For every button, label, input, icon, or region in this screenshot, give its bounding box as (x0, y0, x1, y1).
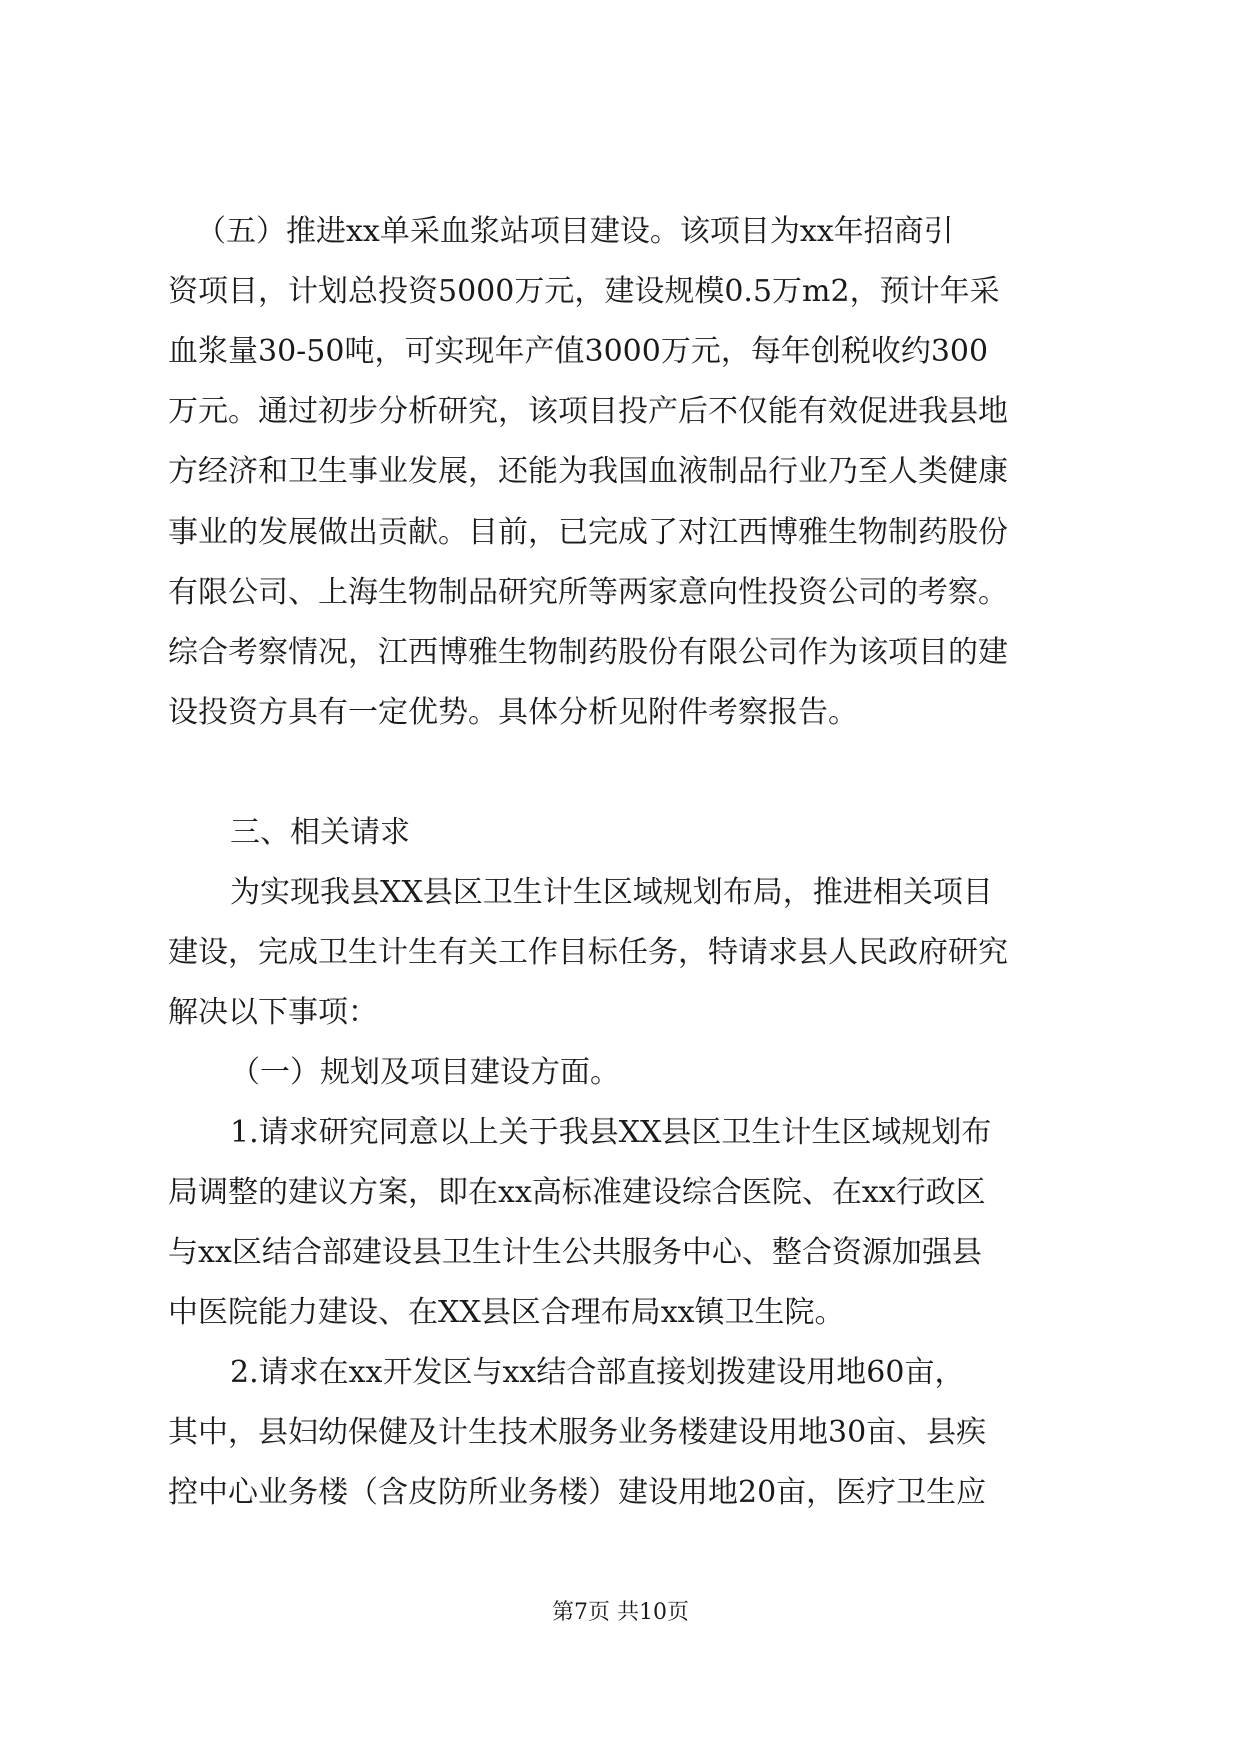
line-text: 资项目，计划总投资5000万元，建设规模0.5万m2，预计年采 (168, 274, 1000, 309)
line-text: 为实现我县XX县区卫生计生区域规划布局，推进相关项目 (230, 875, 993, 910)
paragraph-line (0, 202, 1241, 262)
line-text: 建设，完成卫生计生有关工作目标任务，特请求县人民政府研究 (168, 935, 1008, 970)
line-text: 血浆量30-50吨，可实现年产值3000万元，每年创税收约300 (168, 334, 989, 369)
line-text: 解决以下事项： (168, 995, 378, 1030)
section-heading (0, 803, 1241, 863)
line-text: 万元。通过初步分析研究，该项目投产后不仅能有效促进我县地 (168, 394, 1008, 429)
line-text: （五）推进xx单采血浆站项目建设。该项目为xx年招商引 (196, 214, 954, 249)
line-text: 1.请求研究同意以上关于我县XX县区卫生计生区域规划布 (230, 1115, 992, 1150)
line-text: 其中，县妇幼保健及计生技术服务业务楼建设用地30亩、县疾 (168, 1415, 987, 1450)
line-text: 中医院能力建设、在XX县区合理布局xx镇卫生院。 (168, 1295, 845, 1330)
page-footer: 第7页 共10页 (552, 1600, 689, 1625)
subsection-heading-text: （一）规划及项目建设方面。 (230, 1055, 620, 1090)
paragraph-line (0, 1463, 1241, 1523)
line-text: 有限公司、上海生物制品研究所等两家意向性投资公司的考察。 (168, 575, 1008, 610)
paragraph-line (0, 983, 1241, 1043)
paragraph-line (0, 1283, 1241, 1343)
paragraph-line (0, 1163, 1241, 1223)
line-text: 与xx区结合部建设县卫生计生公共服务中心、整合资源加强县 (168, 1235, 982, 1270)
subsection-heading (0, 1043, 1241, 1103)
line-text: 局调整的建议方案，即在xx高标准建设综合医院、在xx行政区 (168, 1175, 986, 1210)
paragraph-line (0, 623, 1241, 683)
paragraph-line (0, 382, 1241, 442)
line-text: 综合考察情况，江西博雅生物制药股份有限公司作为该项目的建 (168, 635, 1008, 670)
paragraph-line (0, 322, 1241, 382)
paragraph-line (0, 503, 1241, 563)
line-text: 2.请求在xx开发区与xx结合部直接划拨建设用地60亩， (230, 1355, 965, 1390)
paragraph-line (0, 262, 1241, 322)
line-text: 方经济和卫生事业发展，还能为我国血液制品行业乃至人类健康 (168, 454, 1008, 489)
line-text: 事业的发展做出贡献。目前，已完成了对江西博雅生物制药股份 (168, 515, 1008, 550)
paragraph-line (0, 1403, 1241, 1463)
paragraph-line (0, 923, 1241, 983)
paragraph-line (0, 863, 1241, 923)
paragraph-line (0, 1343, 1241, 1403)
line-text: 控中心业务楼（含皮防所业务楼）建设用地20亩，医疗卫生应 (168, 1475, 987, 1510)
paragraph-line (0, 563, 1241, 623)
section-heading-text: 三、相关请求 (230, 815, 410, 850)
paragraph-line (0, 1223, 1241, 1283)
line-text: 设投资方具有一定优势。具体分析见附件考察报告。 (168, 695, 858, 730)
paragraph-line (0, 442, 1241, 502)
paragraph-line (0, 683, 1241, 743)
paragraph-line (0, 1103, 1241, 1163)
